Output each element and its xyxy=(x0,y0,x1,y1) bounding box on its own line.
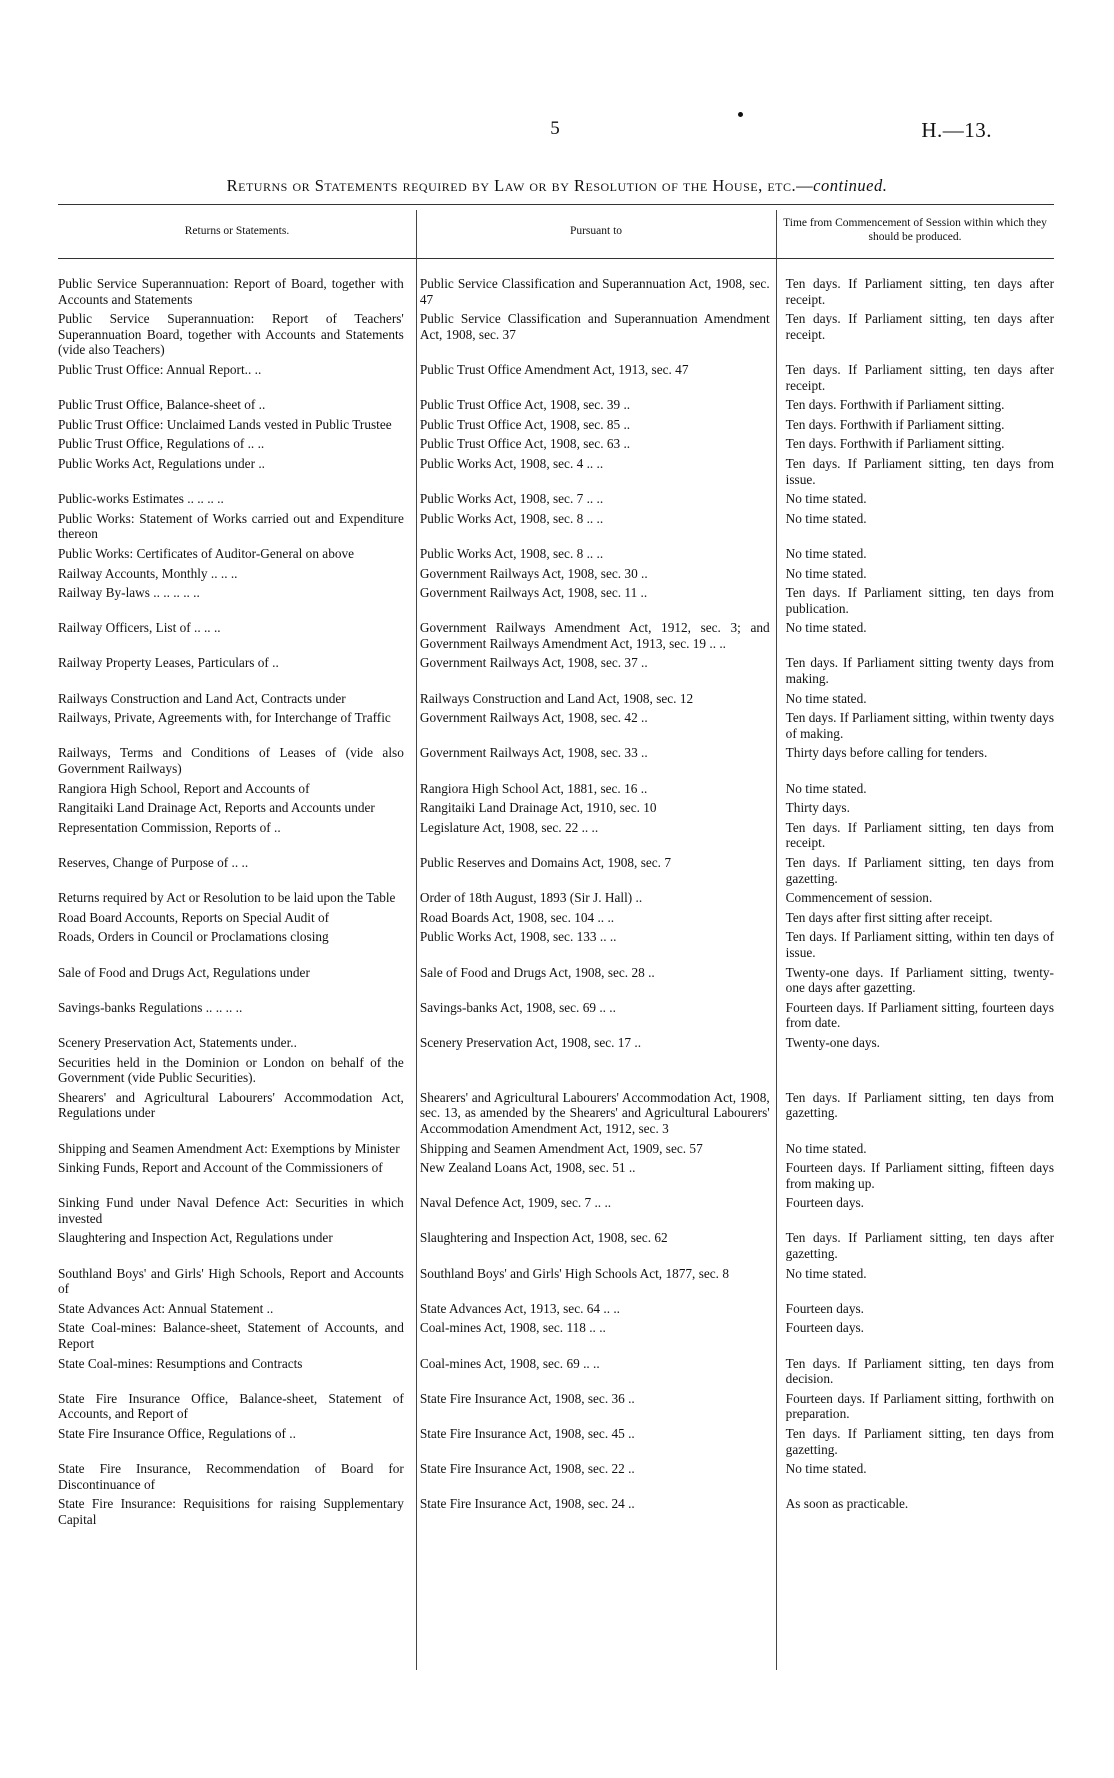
table-row xyxy=(58,585,1054,616)
returns-cell: Railways Construction and Land Act, Contracts under xyxy=(58,690,346,706)
table-row xyxy=(58,1266,1054,1297)
table-row xyxy=(58,1391,1054,1422)
pursuant-cell: State Fire Insurance Act, 1908, sec. 24 .. xyxy=(419,1496,635,1512)
page-number: 5 xyxy=(550,118,560,139)
time-cell: No time stated. xyxy=(785,491,867,507)
pursuant-cell: Public Trust Office Act, 1908, sec. 39 .. xyxy=(419,397,631,413)
returns-cell: State Fire Insurance Office, Balance-sheet, Statement of Accounts, and Report of xyxy=(58,1390,404,1422)
pursuant-cell: Public Works Act, 1908, sec. 7 .. .. xyxy=(419,491,604,507)
pursuant-cell: Rangiora High School Act, 1881, sec. 16 .. xyxy=(419,780,648,796)
pursuant-cell: Public Reserves and Domains Act, 1908, sec. 7 xyxy=(419,855,671,870)
table-row xyxy=(58,965,1054,996)
returns-cell: Representation Commission, Reports of .. xyxy=(58,819,281,835)
pursuant-cell: Slaughtering and Inspection Act, 1908, sec. 62 xyxy=(419,1230,668,1246)
table-row xyxy=(58,1035,1054,1051)
pursuant-cell: Public Service Classification and Superannuation Act, 1908, sec. 47 xyxy=(419,276,770,307)
pursuant-cell: New Zealand Loans Act, 1908, sec. 51 .. xyxy=(419,1160,636,1176)
time-cell: Ten days. Forthwith if Parliament sitting. xyxy=(785,416,1005,432)
time-cell: Fourteen days. xyxy=(785,1320,864,1336)
pursuant-cell: Public Works Act, 1908, sec. 4 .. .. xyxy=(419,455,604,471)
returns-cell: State Fire Insurance, Recommendation of Board for Discontinuance of xyxy=(58,1461,404,1492)
table-row xyxy=(58,1160,1054,1191)
time-cell: Ten days. If Parliament sitting, ten days from receipt. xyxy=(785,819,1054,851)
pursuant-cell: Public Works Act, 1908, sec. 133 .. .. xyxy=(419,929,617,945)
table-row xyxy=(58,456,1054,487)
time-cell: As soon as practicable. xyxy=(785,1496,909,1512)
returns-cell: Sinking Funds, Report and Account of the Commissioners of xyxy=(58,1160,383,1176)
returns-cell: Public-works Estimates .. .. .. .. xyxy=(58,491,224,507)
returns-cell: Road Board Accounts, Reports on Special Audit of xyxy=(58,909,330,925)
pursuant-cell: State Fire Insurance Act, 1908, sec. 45 .. xyxy=(419,1426,635,1441)
time-cell: Ten days. If Parliament sitting twenty days from making. xyxy=(785,655,1054,687)
running-title-main: Returns or Statements required by Law or by Resolution of the House, etc.— xyxy=(226,176,814,195)
returns-cell: Public Works: Statement of Works carried out and Expenditure thereon xyxy=(58,510,404,542)
table-row xyxy=(58,276,1054,307)
returns-cell: Returns required by Act or Resolution to be laid upon the Table xyxy=(58,890,396,906)
returns-cell: State Advances Act: Annual Statement .. xyxy=(58,1300,274,1316)
table-row xyxy=(58,397,1054,413)
table-row xyxy=(58,910,1054,926)
time-cell: Ten days. If Parliament sitting, ten days from gazetting. xyxy=(785,855,1054,886)
table-row xyxy=(58,1195,1054,1226)
returns-cell: Sinking Fund under Naval Defence Act: Securities in which invested xyxy=(58,1195,404,1226)
time-cell: Twenty-one days. If Parliament sitting, twenty-one days after gazetting. xyxy=(785,964,1054,996)
time-cell: Ten days. Forthwith if Parliament sitting. xyxy=(785,397,1005,413)
time-cell: No time stated. xyxy=(785,690,867,706)
table-row xyxy=(58,566,1054,582)
pursuant-cell: Shearers' and Agricultural Labourers' Accommodation Act, 1908, sec. 13, as amended by the Shearers' and Agricultural Labourers' Accommodation Amendment Act, 1912, sec. 3 xyxy=(419,1089,770,1136)
pursuant-cell: Public Trust Office Act, 1908, sec. 63 .. xyxy=(419,436,631,452)
pursuant-cell: Government Railways Act, 1908, sec. 33 .. xyxy=(419,745,648,761)
pursuant-cell: Southland Boys' and Girls' High Schools Act, 1877, sec. 8 xyxy=(419,1265,729,1281)
time-cell: No time stated. xyxy=(785,1140,867,1156)
time-cell: No time stated. xyxy=(785,1265,867,1281)
time-cell: Ten days after first sitting after receipt. xyxy=(785,909,993,925)
returns-cell: Shipping and Seamen Amendment Act: Exemptions by Minister xyxy=(58,1140,400,1156)
returns-cell: Scenery Preservation Act, Statements under.. xyxy=(58,1034,297,1050)
time-cell: Ten days. If Parliament sitting, ten days after receipt. xyxy=(785,311,1054,342)
running-title-suffix: continued. xyxy=(813,176,888,195)
time-cell: Fourteen days. If Parliament sitting, fourteen days from date. xyxy=(785,999,1054,1031)
returns-cell: Railway Officers, List of .. .. .. xyxy=(58,620,221,636)
table-row xyxy=(58,710,1054,741)
time-cell: Ten days. If Parliament sitting, ten days from issue. xyxy=(785,455,1054,487)
table-row xyxy=(58,1426,1054,1457)
pursuant-cell: Public Trust Office Act, 1908, sec. 85 .. xyxy=(419,416,631,432)
time-cell: Fourteen days. xyxy=(785,1300,864,1316)
returns-cell: Savings-banks Regulations .. .. .. .. xyxy=(58,999,243,1015)
table-row xyxy=(58,546,1054,562)
returns-cell: Public Works: Certificates of Auditor-General on above xyxy=(58,545,355,561)
time-cell: Ten days. Forthwith if Parliament sitting. xyxy=(785,436,1005,452)
pursuant-cell: Naval Defence Act, 1909, sec. 7 .. .. xyxy=(419,1195,612,1211)
pursuant-cell xyxy=(412,1055,778,1086)
time-cell: Ten days. If Parliament sitting, ten days from gazetting. xyxy=(785,1426,1054,1457)
pursuant-cell: Government Railways Amendment Act, 1912, sec. 3; and Government Railways Amendment Act, 1913, sec. 19 .. .. xyxy=(419,620,770,651)
document-reference: H.—13. xyxy=(921,118,992,142)
returns-cell: Reserves, Change of Purpose of .. .. xyxy=(58,855,249,870)
table-row xyxy=(58,691,1054,707)
table-row xyxy=(58,745,1054,776)
time-cell: Thirty days. xyxy=(785,800,850,816)
table-row xyxy=(58,1320,1054,1351)
pursuant-cell: Coal-mines Act, 1908, sec. 118 .. .. xyxy=(419,1320,606,1336)
returns-cell: Public Works Act, Regulations under .. xyxy=(58,455,265,471)
returns-cell: Shearers' and Agricultural Labourers' Accommodation Act, Regulations under xyxy=(58,1089,404,1121)
statements-table xyxy=(58,276,1054,1532)
table-row xyxy=(58,781,1054,797)
time-cell: No time stated. xyxy=(785,620,867,636)
pursuant-cell: State Fire Insurance Act, 1908, sec. 22 .. xyxy=(419,1461,635,1477)
pursuant-cell: Government Railways Act, 1908, sec. 37 .. xyxy=(419,655,648,671)
table-row xyxy=(58,1141,1054,1157)
pursuant-cell: Public Trust Office Amendment Act, 1913, sec. 47 xyxy=(419,361,689,377)
table-row xyxy=(58,1055,1054,1086)
pursuant-cell: Coal-mines Act, 1908, sec. 69 .. .. xyxy=(419,1355,600,1371)
ink-dot xyxy=(738,112,743,117)
table-row xyxy=(58,1356,1054,1387)
pursuant-cell: Savings-banks Act, 1908, sec. 69 .. .. xyxy=(419,999,616,1015)
pursuant-cell: Scenery Preservation Act, 1908, sec. 17 .. xyxy=(419,1034,642,1050)
time-cell xyxy=(778,1055,1054,1086)
time-cell: Commencement of session. xyxy=(785,890,933,906)
returns-cell: Public Trust Office, Balance-sheet of .. xyxy=(58,397,266,413)
time-cell: Ten days. If Parliament sitting, within twenty days of making. xyxy=(785,710,1054,741)
table-row xyxy=(58,1000,1054,1031)
returns-cell: State Fire Insurance Office, Regulations of .. xyxy=(58,1426,296,1441)
pursuant-cell: Rangitaiki Land Drainage Act, 1910, sec. 10 xyxy=(419,800,657,816)
time-cell: Twenty-one days. xyxy=(785,1034,881,1050)
pursuant-cell: Shipping and Seamen Amendment Act, 1909, sec. 57 xyxy=(419,1140,703,1156)
pursuant-cell: Government Railways Act, 1908, sec. 30 .. xyxy=(419,565,648,581)
table-row xyxy=(58,311,1054,358)
table-row xyxy=(58,417,1054,433)
returns-cell: Railway Property Leases, Particulars of .. xyxy=(58,655,279,671)
table-row xyxy=(58,800,1054,816)
returns-cell: State Coal-mines: Resumptions and Contracts xyxy=(58,1355,303,1371)
table-row xyxy=(58,1461,1054,1492)
table-row xyxy=(58,436,1054,452)
pursuant-cell: Public Service Classification and Superannuation Amendment Act, 1908, sec. 37 xyxy=(419,311,770,342)
returns-cell: Public Service Superannuation: Report of Teachers' Superannuation Board, together with Accounts and Statements (vide also Teachers) xyxy=(58,311,404,358)
time-cell: No time stated. xyxy=(785,1461,867,1477)
returns-cell: Securities held in the Dominion or London on behalf of the Government (vide Public Securities). xyxy=(58,1054,404,1086)
running-title xyxy=(0,176,1114,196)
pursuant-cell: State Advances Act, 1913, sec. 64 .. .. xyxy=(419,1300,620,1316)
returns-cell: Railway By-laws .. .. .. .. .. xyxy=(58,585,200,601)
time-cell: Ten days. If Parliament sitting, ten days after receipt. xyxy=(785,276,1054,307)
pursuant-cell: State Fire Insurance Act, 1908, sec. 36 .. xyxy=(419,1390,635,1406)
table-top-rule xyxy=(58,204,1054,205)
pursuant-cell: Railways Construction and Land Act, 1908, sec. 12 xyxy=(419,690,694,706)
returns-cell: Roads, Orders in Council or Proclamations closing xyxy=(58,929,329,945)
column-header-returns: Returns or Statements. xyxy=(184,225,290,237)
pursuant-cell: Legislature Act, 1908, sec. 22 .. .. xyxy=(419,819,599,835)
column-header-pursuant: Pursuant to xyxy=(569,225,623,237)
pursuant-cell: Public Works Act, 1908, sec. 8 .. .. xyxy=(419,545,604,561)
time-cell: Fourteen days. xyxy=(785,1195,864,1211)
returns-cell: State Fire Insurance: Requisitions for raising Supplementary Capital xyxy=(58,1496,404,1527)
returns-cell: Sale of Food and Drugs Act, Regulations under xyxy=(58,964,310,980)
column-header-time: Time from Commencement of Session within which they should be produced. xyxy=(783,217,1047,243)
time-cell: Ten days. If Parliament sitting, ten days from gazetting. xyxy=(785,1089,1054,1121)
returns-cell: Railways, Terms and Conditions of Leases of (vide also Government Railways) xyxy=(58,745,404,777)
table-row xyxy=(58,1230,1054,1261)
returns-cell: Public Trust Office, Regulations of .. .. xyxy=(58,436,265,452)
table-row xyxy=(58,620,1054,651)
time-cell: Fourteen days. If Parliament sitting, forthwith on preparation. xyxy=(785,1390,1054,1422)
pursuant-cell: Government Railways Act, 1908, sec. 42 .. xyxy=(419,710,648,726)
pursuant-cell: Public Works Act, 1908, sec. 8 .. .. xyxy=(419,510,604,526)
table-row xyxy=(58,820,1054,851)
pursuant-cell: Sale of Food and Drugs Act, 1908, sec. 28 .. xyxy=(419,964,655,980)
table-row xyxy=(58,491,1054,507)
returns-cell: Public Trust Office: Unclaimed Lands vested in Public Trustee xyxy=(58,416,392,432)
table-row xyxy=(58,1301,1054,1317)
time-cell: No time stated. xyxy=(785,545,867,561)
returns-cell: Railway Accounts, Monthly .. .. .. xyxy=(58,565,238,581)
returns-cell: State Coal-mines: Balance-sheet, Statement of Accounts, and Report xyxy=(58,1320,404,1352)
table-row xyxy=(58,511,1054,542)
pursuant-cell: Road Boards Act, 1908, sec. 104 .. .. xyxy=(419,909,615,925)
time-cell: Ten days. If Parliament sitting, ten days from decision. xyxy=(785,1355,1054,1387)
time-cell: No time stated. xyxy=(785,510,867,526)
header-bottom-rule xyxy=(58,258,1054,259)
table-row xyxy=(58,362,1054,393)
table-row xyxy=(58,1090,1054,1137)
returns-cell: Public Trust Office: Annual Report.. .. xyxy=(58,361,262,377)
returns-cell: Public Service Superannuation: Report of Board, together with Accounts and Statements xyxy=(58,276,404,307)
table-row xyxy=(58,855,1054,886)
returns-cell: Slaughtering and Inspection Act, Regulations under xyxy=(58,1230,333,1246)
pursuant-cell: Government Railways Act, 1908, sec. 11 .. xyxy=(419,585,648,601)
table-row xyxy=(58,929,1054,960)
table-row xyxy=(58,655,1054,686)
time-cell: Ten days. If Parliament sitting, within ten days of issue. xyxy=(785,929,1054,960)
time-cell: Thirty days before calling for tenders. xyxy=(785,745,988,761)
returns-cell: Railways, Private, Agreements with, for Interchange of Traffic xyxy=(58,710,391,726)
table-row xyxy=(58,1496,1054,1527)
time-cell: Ten days. If Parliament sitting, ten days after gazetting. xyxy=(785,1230,1054,1262)
time-cell: Ten days. If Parliament sitting, ten days from publication. xyxy=(785,585,1054,616)
pursuant-cell: Order of 18th August, 1893 (Sir J. Hall) .. xyxy=(419,890,643,906)
time-cell: Ten days. If Parliament sitting, ten days after receipt. xyxy=(785,361,1054,393)
time-cell: Fourteen days. If Parliament sitting, fifteen days from making up. xyxy=(785,1160,1054,1191)
table-row xyxy=(58,890,1054,906)
time-cell: No time stated. xyxy=(785,780,867,796)
time-cell: No time stated. xyxy=(785,565,867,581)
returns-cell: Southland Boys' and Girls' High Schools, Report and Accounts of xyxy=(58,1265,404,1297)
returns-cell: Rangiora High School, Report and Accounts of xyxy=(58,780,310,796)
returns-cell: Rangitaiki Land Drainage Act, Reports and Accounts under xyxy=(58,800,375,816)
